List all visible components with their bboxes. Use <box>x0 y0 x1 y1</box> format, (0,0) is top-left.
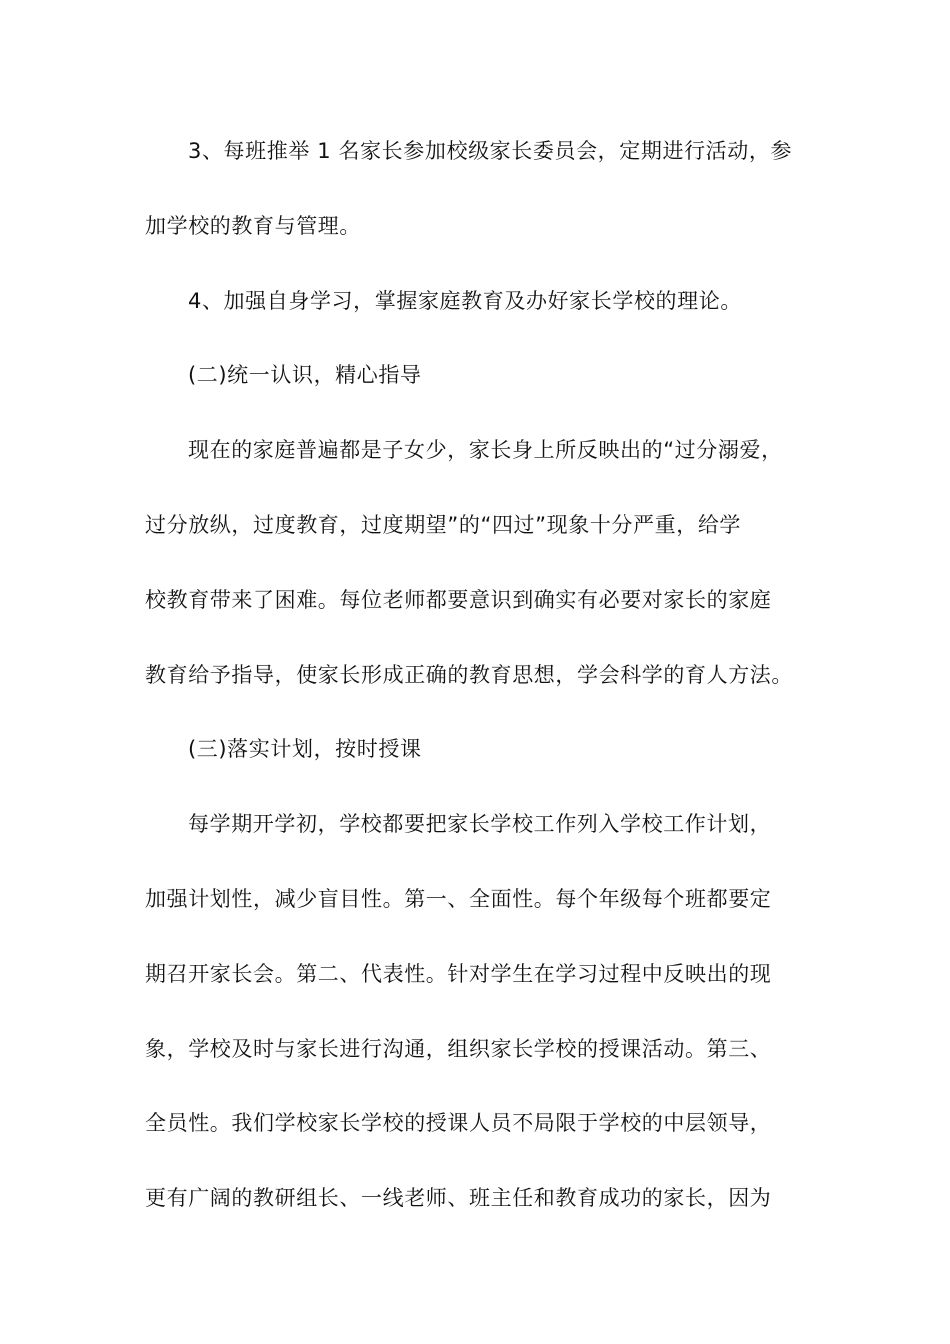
paragraph-line: 过分放纵，过度教育，过度期望”的“四过”现象十分严重，给学 <box>145 513 742 537</box>
paragraph-line: 加学校的教育与管理。 <box>145 214 361 238</box>
paragraph-line: 教育给予指导，使家长形成正确的教育思想，学会科学的育人方法。 <box>145 663 793 687</box>
section-heading: (三)落实计划，按时授课 <box>188 737 422 761</box>
paragraph-line: 现在的家庭普遍都是子女少，家长身上所反映出的“过分溺爱， <box>188 438 783 462</box>
section-heading: (二)统一认识，精心指导 <box>188 363 422 387</box>
paragraph-line: 加强计划性，减少盲目性。第一、全面性。每个年级每个班都要定 <box>145 887 772 911</box>
paragraph-line: 全员性。我们学校家长学校的授课人员不局限于学校的中层领导， <box>145 1111 772 1135</box>
paragraph-line: 更有广阔的教研组长、一线老师、班主任和教育成功的家长，因为 <box>145 1186 772 1210</box>
paragraph-line: 象，学校及时与家长进行沟通，组织家长学校的授课活动。第三、 <box>145 1037 772 1061</box>
paragraph-line: 4、加强自身学习，掌握家庭教育及办好家长学校的理论。 <box>188 289 742 313</box>
paragraph-line: 校教育带来了困难。每位老师都要意识到确实有必要对家长的家庭 <box>145 588 772 612</box>
paragraph-line: 期召开家长会。第二、代表性。针对学生在学习过程中反映出的现 <box>145 962 772 986</box>
paragraph-line: 每学期开学初，学校都要把家长学校工作列入学校工作计划， <box>188 812 772 836</box>
paragraph-line: 3、每班推举 1 名家长参加校级家长委员会，定期进行活动，参 <box>188 139 793 163</box>
